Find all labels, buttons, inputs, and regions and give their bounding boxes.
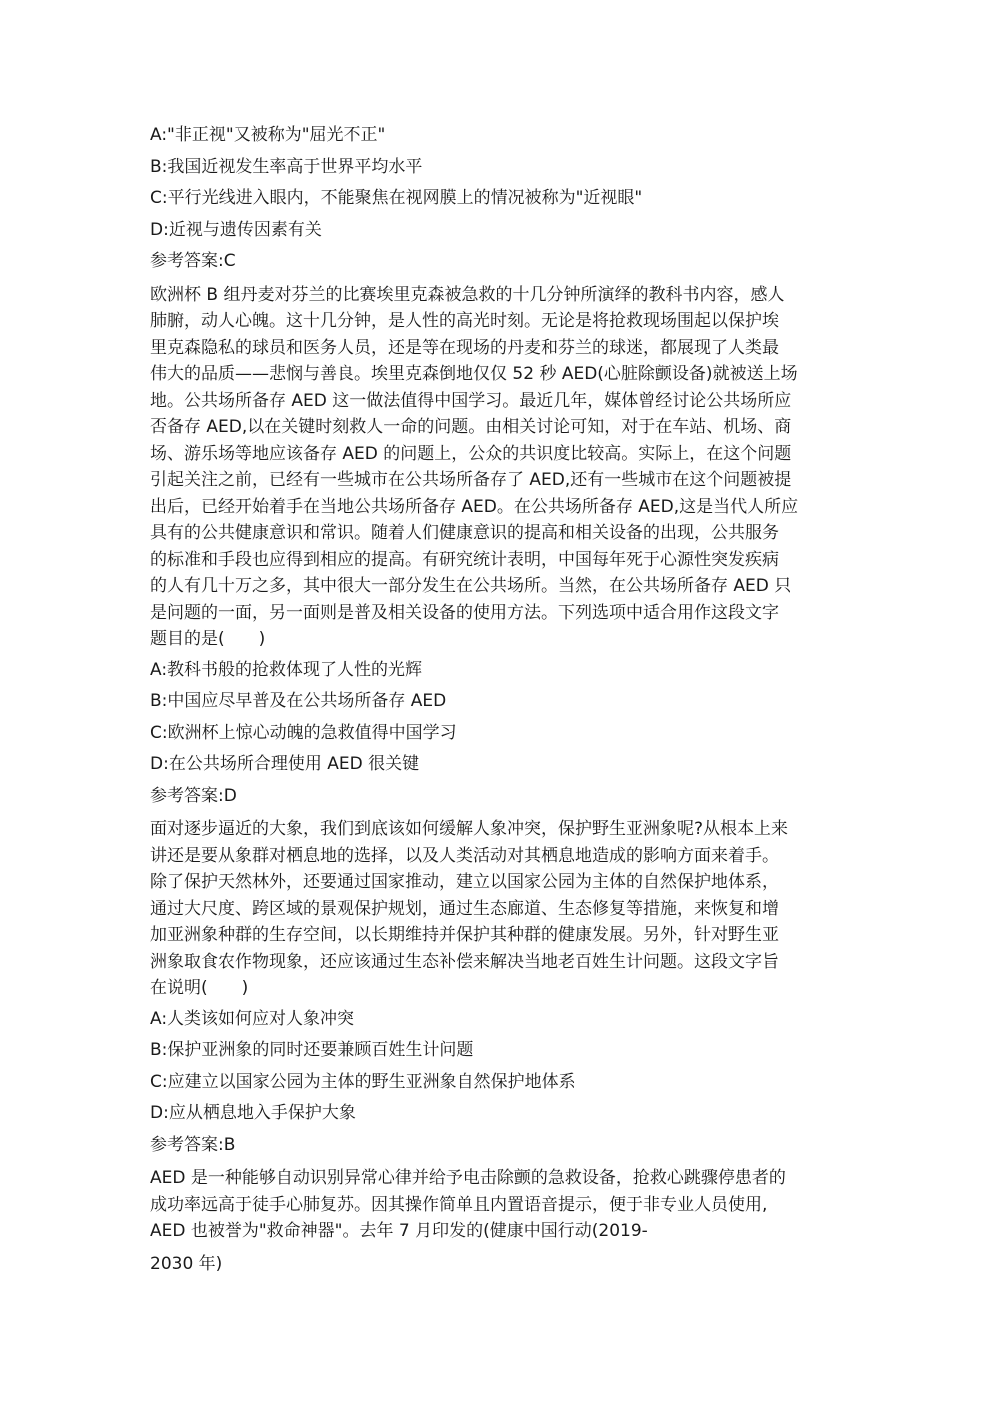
q3-option-b: B:保护亚洲象的同时还要兼顾百姓生计问题 — [150, 1040, 474, 1060]
q3-passage-line: 面对逐步逼近的大象，我们到底该如何缓解人象冲突，保护野生亚洲象呢?从根本上来 — [150, 819, 789, 839]
q2-passage-line: 伟大的品质——悲悯与善良。埃里克森倒地仅仅 52 秒 AED(心脏除颤设备)就被送上场 — [150, 364, 798, 384]
q2-passage-line: 肺腑，动人心魄。这十几分钟，是人性的高光时刻。无论是将抢救现场围起以保护埃 — [150, 311, 779, 331]
q3-passage-line: 洲象取食农作物现象，还应该通过生态补偿来解决当地老百姓生计问题。这段文字旨 — [150, 951, 779, 972]
q1-option-c: C:平行光线进入眼内，不能聚焦在视网膜上的情况被称为"近视眼" — [150, 188, 643, 208]
q3-passage-line: 讲还是要从象群对栖息地的选择，以及人类活动对其栖息地造成的影响方面来着手。 — [150, 845, 779, 866]
q4-passage-line: 2030 年) — [150, 1253, 223, 1274]
q3-passage — [150, 816, 850, 1002]
q2-answer: 参考答案:D — [150, 785, 237, 806]
q2-passage-line: 是问题的一面，另一面则是普及相关设备的使用方法。下列选项中适合用作这段文字 — [150, 602, 779, 623]
q1-answer: 参考答案:C — [150, 251, 236, 271]
q4-passage — [150, 1165, 850, 1277]
q2-option-a: A:教科书般的抢救体现了人性的光辉 — [150, 659, 423, 680]
q2-option-c: C:欧洲杯上惊心动魄的急救值得中国学习 — [150, 722, 457, 743]
q3-passage-line: 在说明( ) — [150, 978, 249, 998]
q2-passage-line: 里克森隐私的球员和医务人员，还是等在现场的丹麦和芬兰的球迷，都展现了人类最 — [150, 337, 779, 358]
q2-passage-line: 否备存 AED,以在关键时刻救人一命的问题。由相关讨论可知，对于在车站、机场、商 — [150, 417, 792, 437]
q4-passage-line: 成功率远高于徒手心肺复苏。因其操作简单且内置语音提示，便于非专业人员使用, — [150, 1194, 768, 1215]
q3-passage-line: 通过大尺度、跨区域的景观保护规划，通过生态廊道、生态修复等措施，来恢复和增 — [150, 898, 779, 919]
q3-option-d: D:应从栖息地入手保护大象 — [150, 1103, 356, 1123]
q3-passage-line: 加亚洲象种群的生存空间，以长期维持并保护其种群的健康发展。另外，针对野生亚 — [150, 925, 779, 945]
q3-answer: 参考答案:B — [150, 1134, 236, 1155]
q1-option-a: A:"非正视"又被称为"屈光不正" — [150, 125, 386, 145]
q1-option-d: D:近视与遗传因素有关 — [150, 219, 322, 240]
q2-passage-line: 出后，已经开始着手在当地公共场所备存 AED。在公共场所备存 AED,这是当代人所应 — [150, 496, 799, 517]
q2-passage-line: 引起关注之前，已经有一些城市在公共场所备存了 AED,还有一些城市在这个问题被提 — [150, 470, 792, 490]
q3-option-a: A:人类该如何应对人象冲突 — [150, 1008, 355, 1029]
q2-passage-line: 地。公共场所备存 AED 这一做法值得中国学习。最近几年，媒体曾经讨论公共场所应 — [150, 390, 792, 411]
q2-passage-line: 的标准和手段也应得到相应的提高。有研究统计表明，中国每年死于心源性突发疾病 — [150, 549, 779, 570]
q2-passage-line: 的人有几十万之多，其中很大一部分发生在公共场所。当然，在公共场所备存 AED 只 — [150, 576, 792, 596]
q3-passage-line: 除了保护天然林外，还要通过国家推动，建立以国家公园为主体的自然保护地体系， — [150, 872, 779, 892]
q4-passage-line: AED 是一种能够自动识别异常心律并给予电击除颤的急救设备，抢救心跳骤停患者的 — [150, 1168, 786, 1188]
q3-option-c: C:应建立以国家公园为主体的野生亚洲象自然保护地体系 — [150, 1071, 576, 1092]
document-content — [150, 120, 850, 1279]
q2-option-d: D:在公共场所合理使用 AED 很关键 — [150, 754, 420, 774]
q2-passage-line: 题目的是( ) — [150, 629, 266, 649]
q2-option-b: B:中国应尽早普及在公共场所备存 AED — [150, 691, 447, 711]
q2-passage-line: 欧洲杯 B 组丹麦对芬兰的比赛埃里克森被急救的十几分钟所演绎的教科书内容，感人 — [150, 284, 785, 305]
q2-passage-line: 具有的公共健康意识和常识。随着人们健康意识的提高和相关设备的出现，公共服务 — [150, 523, 779, 543]
q2-passage-line: 场、游乐场等地应该备存 AED 的问题上，公众的共识度比较高。实际上，在这个问题 — [150, 443, 792, 464]
q2-passage — [150, 282, 850, 653]
q4-passage-line: AED 也被誉为"救命神器"。去年 7 月印发的(健康中国行动(2019- — [150, 1221, 648, 1241]
q1-option-b: B:我国近视发生率高于世界平均水平 — [150, 156, 423, 177]
